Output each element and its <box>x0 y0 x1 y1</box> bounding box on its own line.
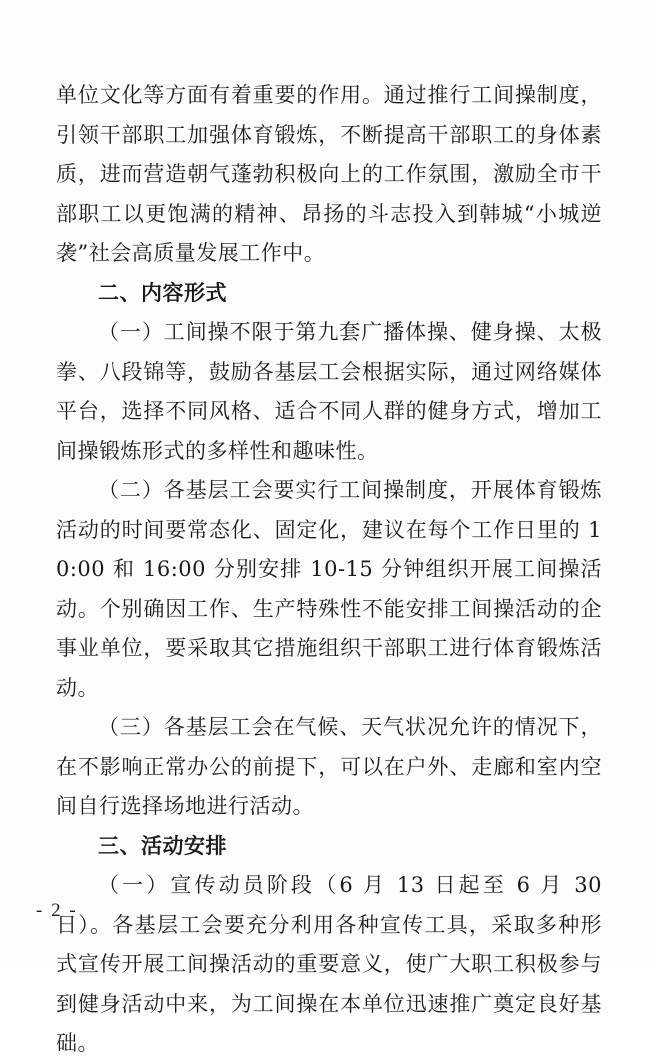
page-number: - 2 - <box>36 900 78 921</box>
intro-paragraph: 单位文化等方面有着重要的作用。通过推行工间操制度，引领干部职工加强体育锻炼，不断提高干部职工的身体素质，进而营造朝气蓬勃积极向上的工作氛围，激励全市干部职工以更饱满的精神、昂扬的斗志投入到韩城“小城逆袭”社会高质量发展工作中。 <box>56 83 602 265</box>
section-heading-activity-schedule: 三、活动安排 <box>98 833 227 858</box>
section-heading-content-form: 二、内容形式 <box>98 280 227 305</box>
document-body <box>56 76 602 1064</box>
content-form-item-3: （三）各基层工会在气候、天气状况允许的情况下，在不影响正常办公的前提下，可以在户外、走廊和室内空间自行选择场地进行活动。 <box>56 715 602 818</box>
activity-schedule-item-1: （一）宣传动员阶段（6 月 13 日起至 6 月 30 日）。各基层工会要充分利用各种宣传工具，采取多种形式宣传开展工间操活动的重要意义，使广大职工积极参与到健身活动中来，为工间操在本单位迅速推广奠定良好基础。 <box>56 873 602 1055</box>
content-form-item-2: （二）各基层工会要实行工间操制度，开展体育锻炼活动的时间要常态化、固定化，建议在每个工作日里的 10:00 和 16:00 分别安排 10-15 分钟组织开展工间操活动。个别确因工作、生产特殊性不能安排工间操活动的企事业单位，要采取其它措施组织干部职工进行体育锻炼活动。 <box>56 478 602 700</box>
content-form-item-1: （一）工间操不限于第九套广播体操、健身操、太极拳、八段锦等，鼓励各基层工会根据实际，通过网络媒体平台，选择不同风格、适合不同人群的健身方式，增加工间操锻炼形式的多样性和趣味性。 <box>56 320 602 463</box>
